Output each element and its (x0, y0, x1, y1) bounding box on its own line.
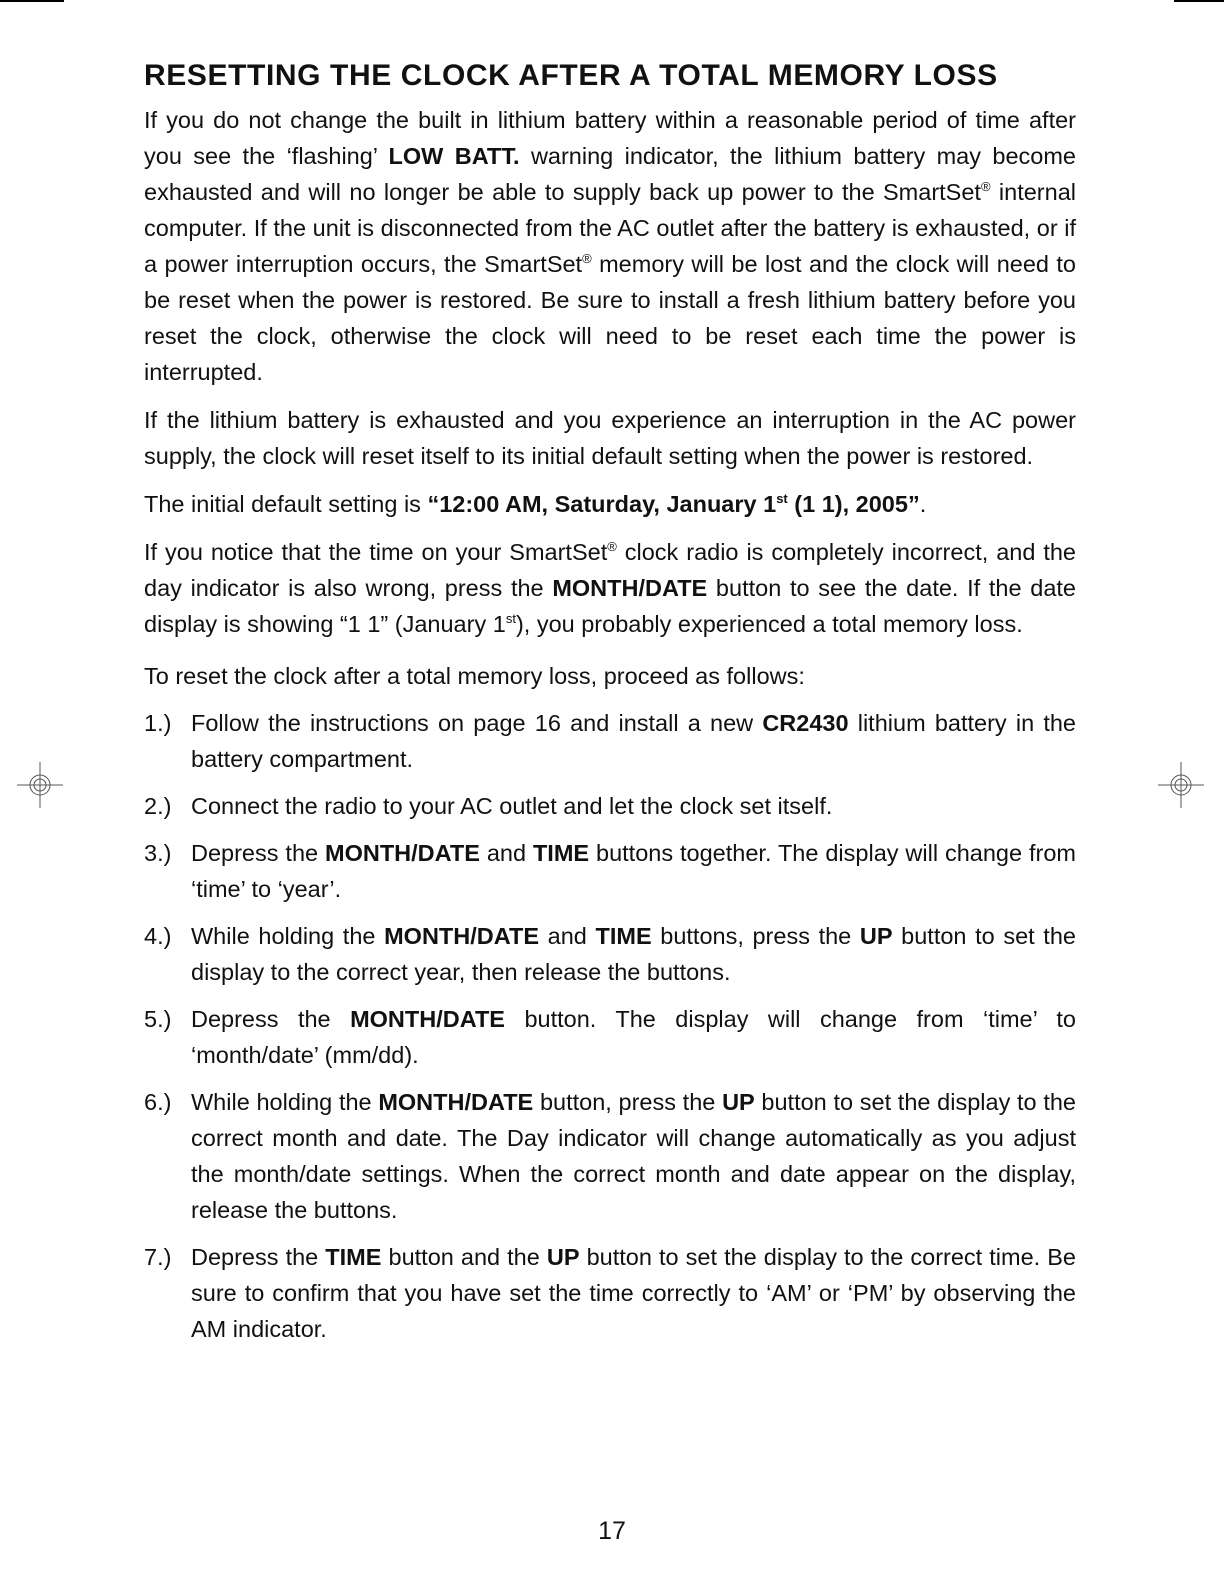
text-run: button to see the date. If the date display is showing “1 1” (January 1 (144, 575, 1076, 637)
step-keyword: MONTH/DATE (384, 923, 540, 949)
step-keyword: MONTH/DATE (350, 1006, 505, 1032)
step-text: Follow the instructions on page 16 and install a new (191, 710, 763, 736)
step-item (144, 705, 1076, 777)
step-text: button to set the display to the correct time. Be sure to confirm that you have set the time correctly to ‘AM’ or ‘PM’ by observing the AM indicator. (191, 1244, 1076, 1342)
step-number: 2.) (144, 793, 172, 819)
step-item (144, 918, 1076, 990)
registration-mark-left-icon (17, 762, 63, 808)
step-keyword: MONTH/DATE (378, 1089, 534, 1115)
step-text: While holding the (191, 923, 385, 949)
page-title: RESETTING THE CLOCK AFTER A TOTAL MEMORY LOSS (144, 59, 998, 92)
ordinal-suffix: st (505, 611, 516, 626)
step-text: and (539, 923, 596, 949)
paragraph-memory-loss-check (144, 534, 1076, 642)
step-number: 4.) (144, 923, 172, 949)
default-setting-value (427, 491, 919, 517)
text-run: memory will be lost and the clock will need to be reset when the power is restored. Be sure to install a fresh lithium battery before you reset the clock, otherwise the clock will need to be reset each time the power is interrupted. (144, 251, 1076, 385)
step-keyword: UP (546, 1244, 580, 1270)
ordinal-suffix: st (776, 491, 788, 506)
text-run: clock radio is completely incorrect, and the day indicator is also wrong, press the (144, 539, 1077, 601)
step-text: button to set the display to the correct year, then release the buttons. (191, 923, 1076, 985)
step-text: button and the (381, 1244, 547, 1270)
step-keyword: UP (859, 923, 893, 949)
step-number: 1.) (144, 710, 172, 736)
step-number: 6.) (144, 1089, 172, 1115)
step-number: 3.) (144, 840, 172, 866)
low-batt-label: LOW BATT. (388, 143, 520, 169)
text-run: If you do not change the built in lithium battery within a reasonable period of time after you see the ‘flashing’ (144, 107, 1076, 169)
step-item (144, 1084, 1076, 1228)
paragraph-steps-intro: To reset the clock after a total memory loss, proceed as follows: (144, 663, 805, 689)
registration-mark-right-icon (1158, 762, 1204, 808)
text-run: The initial default setting is (144, 491, 428, 517)
text-run: internal computer. If the unit is disconnected from the AC outlet after the battery is exhausted, or if a power interruption occurs, the SmartSet (144, 179, 1076, 277)
text-run: ), you probably experienced a total memory loss. (515, 611, 1023, 637)
text-run: If you notice that the time on your SmartSet (144, 539, 608, 565)
registered-mark: ® (582, 251, 592, 266)
step-text: and (479, 840, 533, 866)
crop-mark-top-left (0, 0, 64, 2)
step-text: Connect the radio to your AC outlet and let the clock set itself. (191, 793, 833, 819)
step-item (144, 1239, 1076, 1347)
text-run: . (919, 491, 927, 517)
text-run: warning indicator, the lithium battery may become exhausted and will no longer be able to supply back up power to the SmartSet (144, 143, 1076, 205)
step-text: button. The display will change from ‘time’ to ‘month/date’ (mm/dd). (191, 1006, 1076, 1068)
step-text: button to set the display to the correct month and date. The Day indicator will change automatically as you adjust the month/date settings. When the correct month and date appear on the display, release the buttons. (191, 1089, 1076, 1223)
text-run: (1 1), 2005” (787, 491, 920, 517)
step-keyword: TIME (595, 923, 652, 949)
crop-mark-top-right (1174, 0, 1224, 2)
step-text: While holding the (191, 1089, 379, 1115)
step-item (144, 835, 1076, 907)
step-item (144, 1001, 1076, 1073)
registered-mark: ® (607, 539, 617, 554)
step-text: button, press the (533, 1089, 723, 1115)
paragraph-battery-warning (144, 102, 1076, 390)
step-item (144, 788, 1076, 824)
step-number: 5.) (144, 1006, 172, 1032)
page-content (144, 56, 1076, 1358)
paragraph-power-interruption: If the lithium battery is exhausted and you experience an interruption in the AC power supply, the clock will reset itself to its initial default setting when the power is restored. (144, 407, 1076, 469)
registered-mark: ® (980, 179, 991, 194)
step-keyword: UP (722, 1089, 755, 1115)
text-run: “12:00 AM, Saturday, January 1 (427, 491, 777, 517)
month-date-button-label: MONTH/DATE (552, 575, 708, 601)
step-text: Depress the (191, 1006, 351, 1032)
reset-steps-list (144, 705, 1076, 1347)
step-text: lithium battery in the battery compartment. (191, 710, 1076, 772)
page-number: 17 (598, 1517, 626, 1545)
step-text: Depress the (191, 840, 325, 866)
step-text: buttons together. The display will change from ‘time’ to ‘year’. (191, 840, 1076, 902)
step-keyword: TIME (532, 840, 590, 866)
step-keyword: TIME (325, 1244, 382, 1270)
paragraph-default-setting (144, 486, 1076, 522)
step-number: 7.) (144, 1244, 172, 1270)
step-keyword: MONTH/DATE (325, 840, 480, 866)
step-text: buttons, press the (651, 923, 860, 949)
step-text: Depress the (191, 1244, 326, 1270)
step-keyword: CR2430 (762, 710, 849, 736)
